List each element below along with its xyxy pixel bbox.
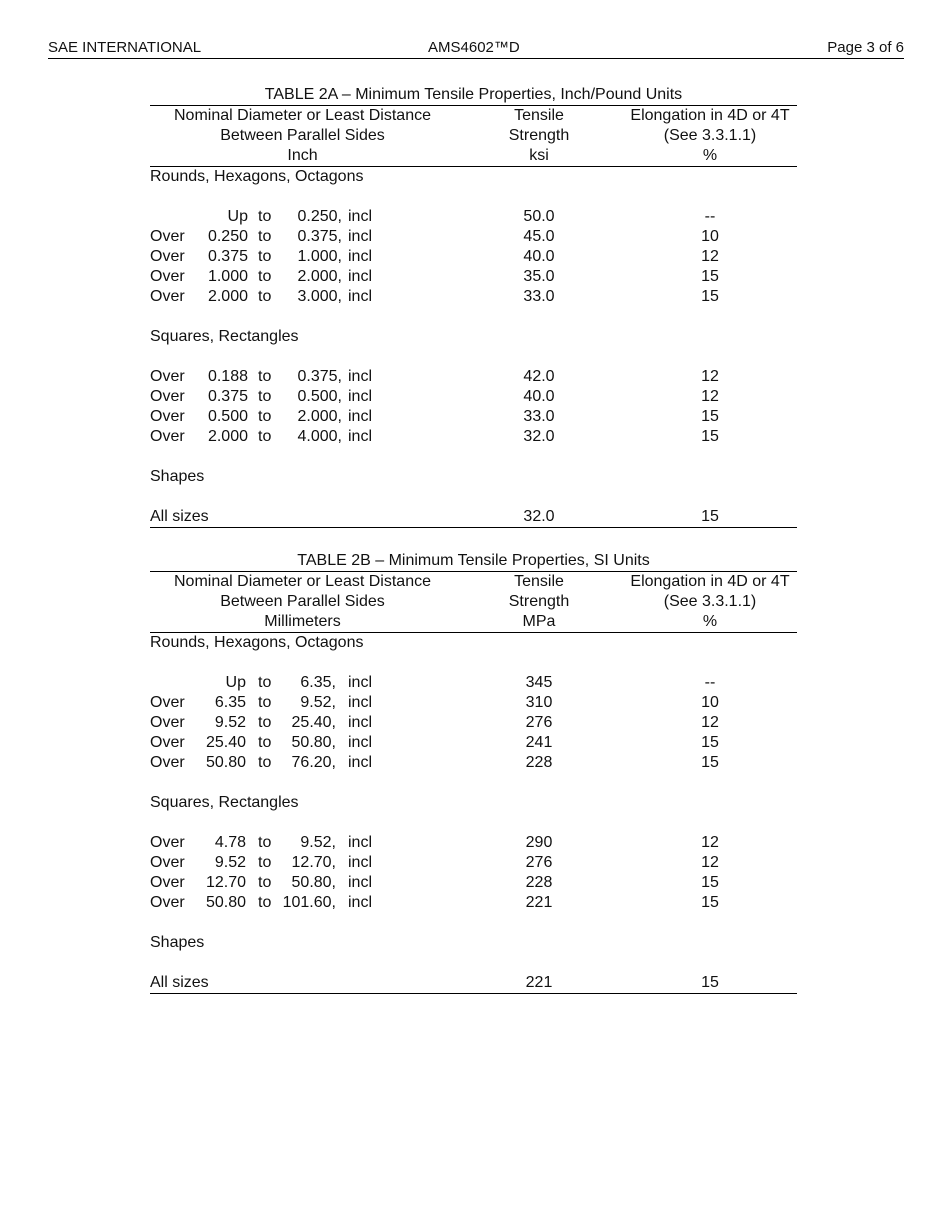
group-label-squares: Squares, Rectangles bbox=[150, 794, 299, 811]
column-header-dimension: Nominal Diameter or Least Distance Between Parallel Sides Inch bbox=[174, 107, 431, 164]
table-row: Over 4.78 to 9.52, incl 290 12 bbox=[150, 834, 719, 851]
spacer bbox=[150, 913, 797, 933]
table-row: Over 50.80 to 76.20, incl 228 15 bbox=[150, 754, 719, 771]
header-document-id: AMS4602™D bbox=[428, 39, 520, 56]
table-title: TABLE 2B – Minimum Tensile Properties, SI Units bbox=[150, 551, 797, 572]
spacer bbox=[150, 347, 797, 367]
table-row: All sizes 32.0 15 bbox=[150, 507, 797, 528]
table-row: Over 0.375 to 1.000, incl 40.0 12 bbox=[150, 248, 719, 265]
spacer bbox=[150, 773, 797, 793]
group-label-rounds: Rounds, Hexagons, Octagons bbox=[150, 168, 364, 185]
table-row: Over 0.500 to 2.000, incl 33.0 15 bbox=[150, 408, 719, 425]
header-page-number: Page 3 of 6 bbox=[827, 39, 904, 56]
spacer bbox=[150, 953, 797, 973]
table-row: Up to 6.35, incl 345 -- bbox=[225, 674, 716, 691]
group-label-shapes: Shapes bbox=[150, 934, 205, 951]
spacer bbox=[150, 813, 797, 833]
page-header bbox=[48, 38, 904, 59]
column-header-dimension: Nominal Diameter or Least Distance Between Parallel Sides Millimeters bbox=[174, 573, 431, 630]
table-row: Over 2.000 to 4.000, incl 32.0 15 bbox=[150, 428, 719, 445]
spacer bbox=[150, 447, 797, 467]
column-header-tensile-strength: Tensile Strength ksi bbox=[508, 107, 570, 164]
spacer bbox=[150, 653, 797, 673]
table-row: Over 50.80 to 101.60, incl 221 15 bbox=[150, 894, 719, 911]
column-header-elongation: Elongation in 4D or 4T (See 3.3.1.1) % bbox=[630, 573, 790, 630]
group-label-rounds: Rounds, Hexagons, Octagons bbox=[150, 634, 364, 651]
spacer bbox=[150, 487, 797, 507]
column-header-elongation: Elongation in 4D or 4T (See 3.3.1.1) % bbox=[630, 107, 790, 164]
table-column-headers bbox=[150, 106, 797, 167]
group-label-squares: Squares, Rectangles bbox=[150, 328, 299, 345]
table-row: Over 0.250 to 0.375, incl 45.0 10 bbox=[150, 228, 719, 245]
table-row: Over 0.188 to 0.375, incl 42.0 12 bbox=[150, 368, 719, 385]
table-row: Over 12.70 to 50.80, incl 228 15 bbox=[150, 874, 719, 891]
group-label-shapes: Shapes bbox=[150, 468, 205, 485]
table-row: Over 0.375 to 0.500, incl 40.0 12 bbox=[150, 388, 719, 405]
spacer bbox=[150, 307, 797, 327]
table-2a bbox=[150, 85, 797, 528]
column-header-tensile-strength: Tensile Strength MPa bbox=[508, 573, 570, 630]
table-column-headers bbox=[150, 572, 797, 633]
table-row: Up to 0.250, incl 50.0 -- bbox=[227, 208, 716, 225]
table-title: TABLE 2A – Minimum Tensile Properties, Inch/Pound Units bbox=[150, 85, 797, 106]
table-row: Over 2.000 to 3.000, incl 33.0 15 bbox=[150, 288, 719, 305]
table-row: Over 6.35 to 9.52, incl 310 10 bbox=[150, 694, 719, 711]
spacer bbox=[150, 187, 797, 207]
table-row: Over 25.40 to 50.80, incl 241 15 bbox=[150, 734, 719, 751]
header-organization: SAE INTERNATIONAL bbox=[48, 39, 202, 56]
table-row: Over 9.52 to 25.40, incl 276 12 bbox=[150, 714, 719, 731]
table-row: Over 1.000 to 2.000, incl 35.0 15 bbox=[150, 268, 719, 285]
table-row: All sizes 221 15 bbox=[150, 973, 797, 994]
table-row: Over 9.52 to 12.70, incl 276 12 bbox=[150, 854, 719, 871]
table-2b bbox=[150, 551, 797, 994]
